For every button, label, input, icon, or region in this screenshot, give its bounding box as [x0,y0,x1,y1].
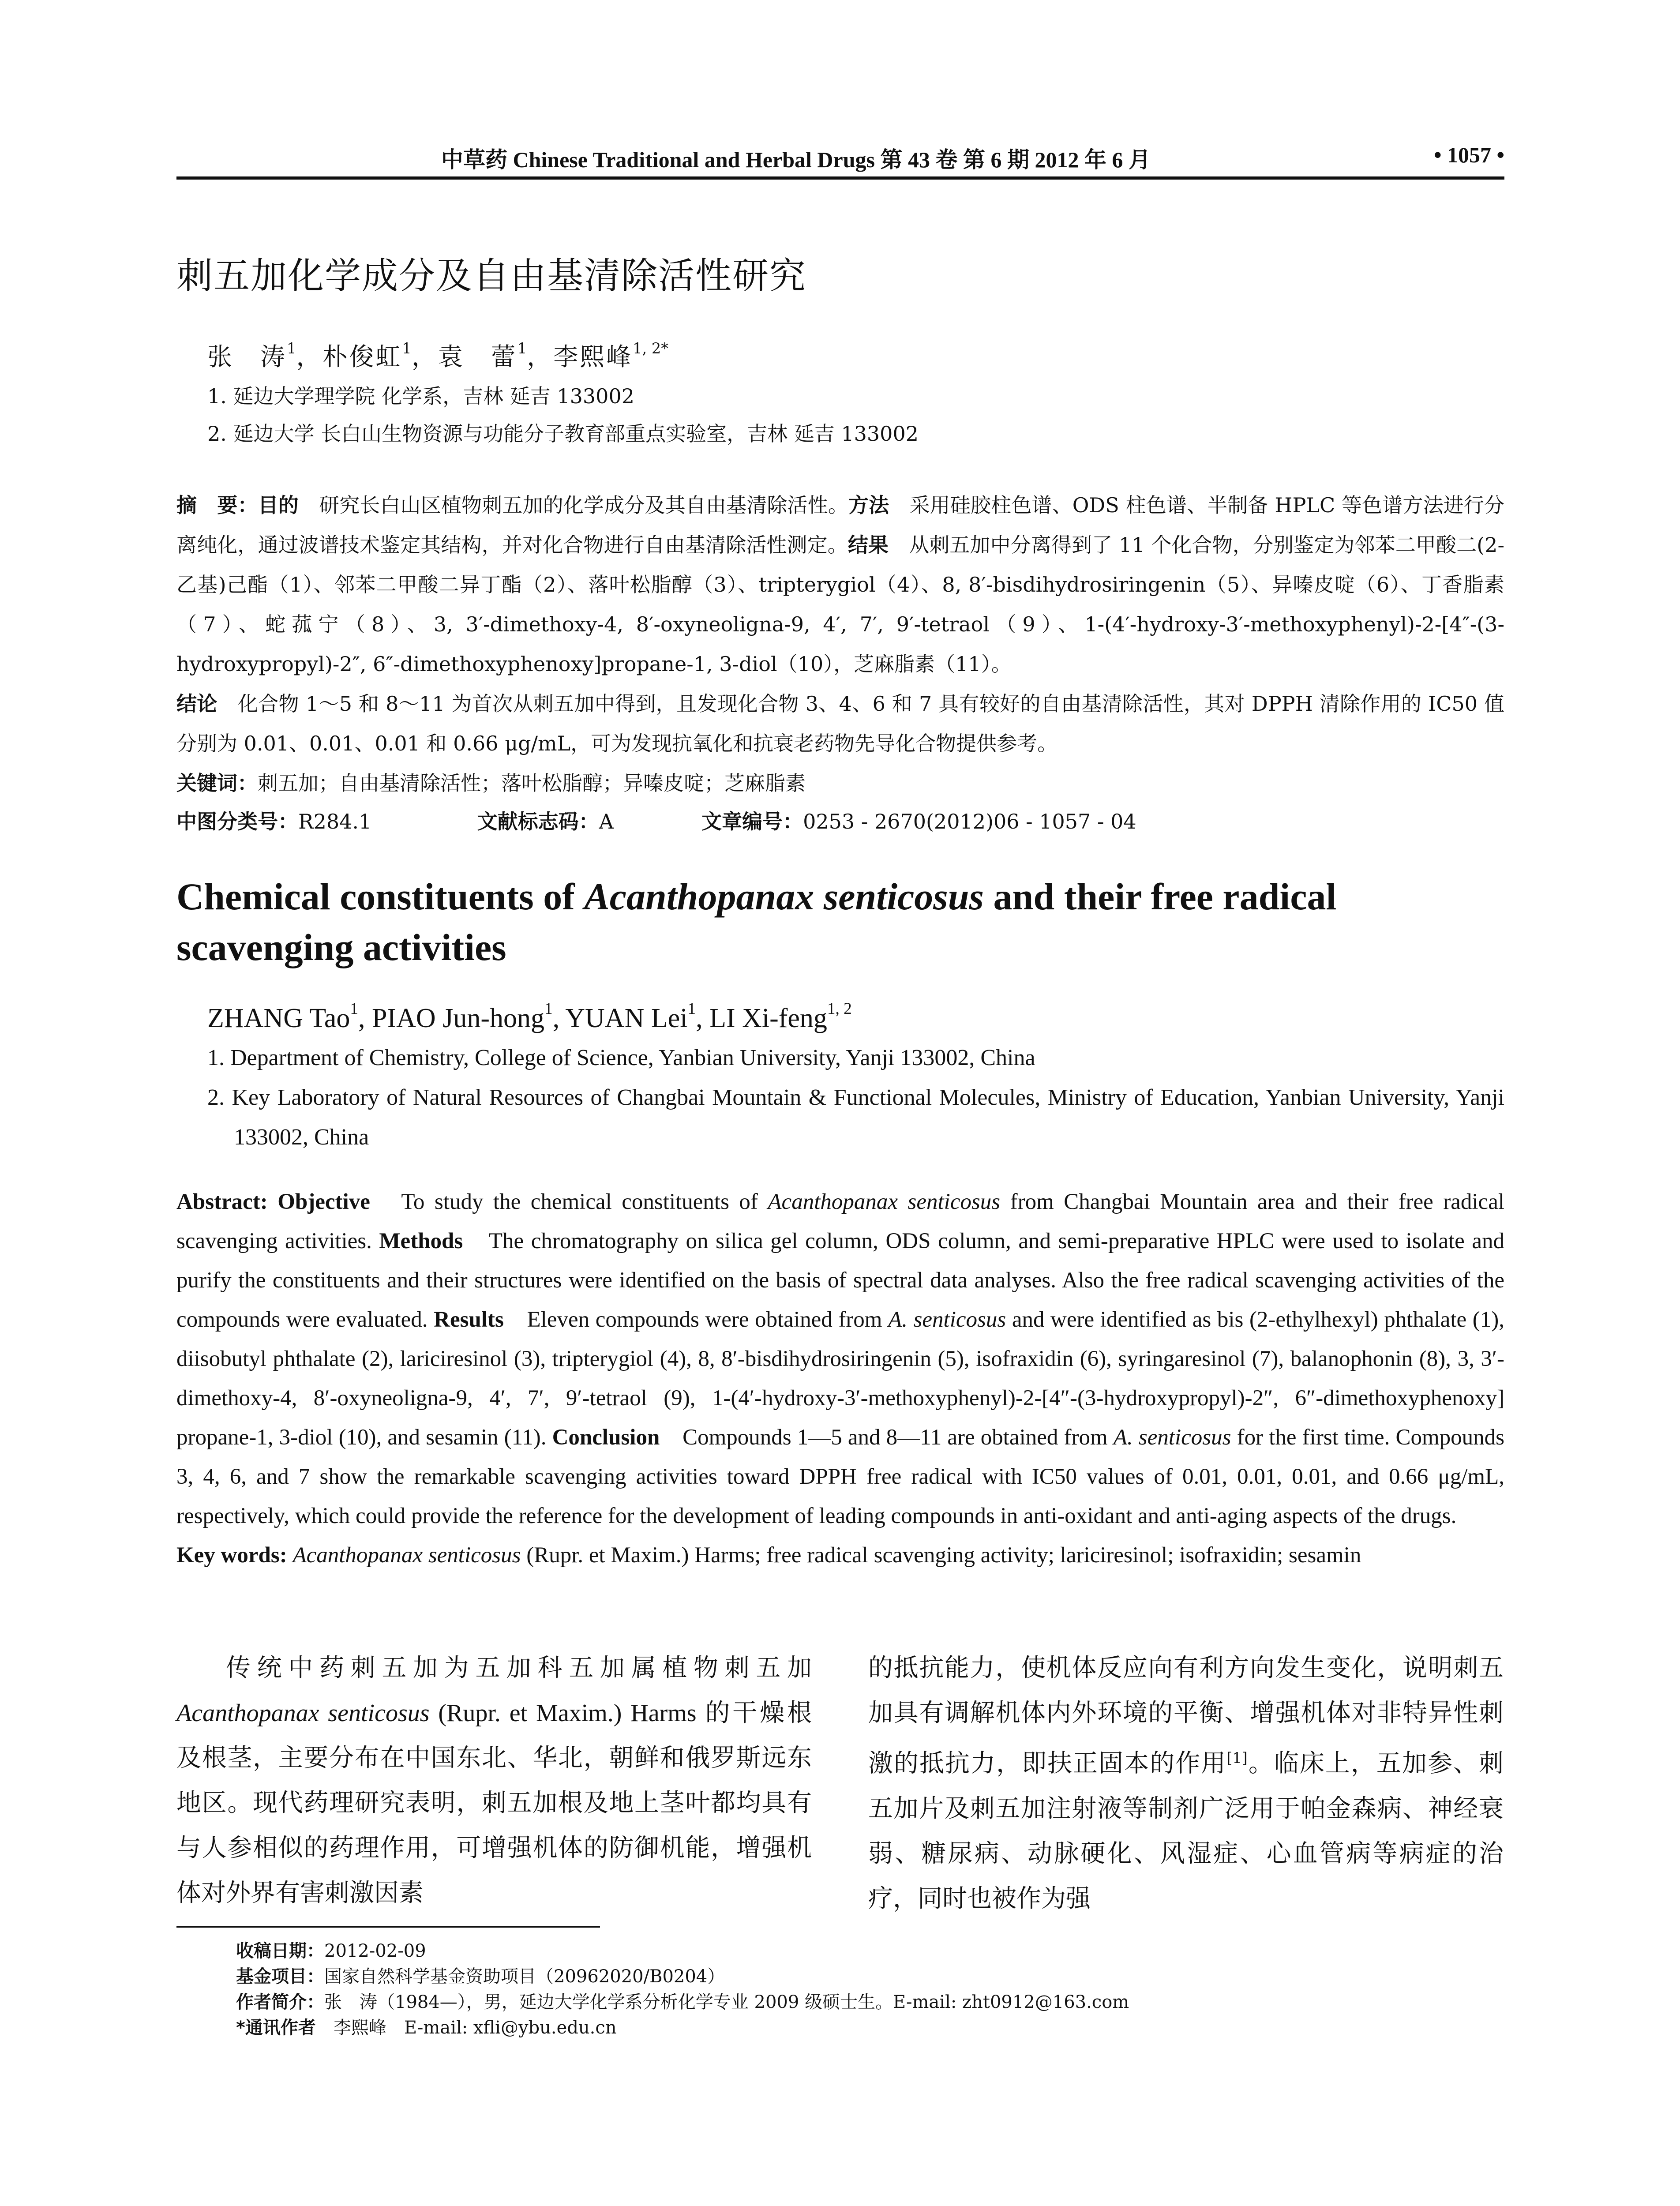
classification-line: 中图分类号：R284.1 文献标志码：A 文章编号：0253 - 2670(2012)06 - 1057 - 04 [176,810,1136,833]
page-number: • 1057 • [1433,143,1504,167]
english-keywords-label: Key words: [176,1543,293,1568]
english-keywords: (Rupr. et Maxim.) Harms; free radical scavenging activity; lariciresinol; isofraxidin; sesamin [521,1543,1361,1568]
english-affiliation-2: 2. Key Laboratory of Natural Resources of Changbai Mountain & Functional Molecules, Ministry of Education, Yanbian University, Yanji 133002, China [207,1085,1504,1150]
body-column-left: 传统中药刺五加为五加科五加属植物刺五加 Acanthopanax senticosus (Rupr. et Maxim.) Harms 的干燥根及根茎，主要分布在中国东北、华北，朝鲜和俄罗斯远东地区。现代药理研究表明，刺五加根及地上茎叶都均具有与人参相似的药理作用，可增强机体的防御机能，增强机体对外界有害刺激因素 [176,1654,812,1907]
chinese-title: 刺五加化学成分及自由基清除活性研究 [176,255,807,297]
english-affiliation-1: 1. Department of Chemistry, College of Science, Yanbian University, Yanji 133002, China [207,1045,1035,1070]
chinese-affiliation-1: 1. 延边大学理学院 化学系，吉林 延吉 133002 [207,384,634,408]
keywords-label: 关键词： [176,771,258,795]
body-column-right: 的抵抗能力，使机体反应向有利方向发生变化，说明刺五加具有调解机体内外环境的平衡、增强机体对非特异性刺激的抵抗力，即扶正固本的作用[1]。临床上，五加参、刺五加片及刺五加注射液等制剂广泛用于帕金森病、神经衰弱、糖尿病、动脉硬化、风湿症、心血管病等病症的治疗，同时也被作为强 [868,1654,1504,1913]
footnote-corresponding: *通讯作者 李熙峰 E-mail: xfli@ybu.edu.cn [236,2018,617,2038]
chinese-affiliation-2: 2. 延边大学 长白山生物资源与功能分子教育部重点实验室，吉林 延吉 133002 [207,422,919,446]
header-rule [176,176,1504,180]
english-title: Chemical constituents of Acanthopanax senticosus and their free radical scavenging activities [176,875,1337,968]
english-authors: ZHANG Tao$^1$, PIAO Jun-hong$^1$, YUAN Lei$^1$, LI Xi-feng$^{1, 2}$ [207,1000,852,1033]
footnote-fund: 基金项目：国家自然科学基金资助项目（20962020/B0204） [236,1966,725,1987]
chinese-authors: 张 涛$^1$，朴俊虹$^1$，袁 蕾$^1$，李熙峰$^{1, 2*}$ [207,340,668,371]
english-abstract: Abstract: Objective To study the chemical constituents of Acanthopanax senticosus from Changbai Mountain area and their free radical scavenging activities. Methods The chromatography on silica gel column, ODS column, and semi-preparative HPLC were used to isolate and purify the constituents and their structures were identified on the basis of spectral data analyses. Also the free radical scavenging activities of the compounds were evaluated. Results Eleven compounds were obtained from A. senticosus and were identified as bis (2-ethylhexyl) phthalate (1), diisobutyl phthalate (2), lariciresinol (3), tripterygiol (4), 8, 8′-bisdihydrosiringenin (5), isofraxidin (6), syringaresinol (7), balanophonin (8), 3, 3′-dimethoxy-4, 8′-oxyneoligna-9, 4′, 7′, 9′-tetraol (9), 1-(4′-hydroxy-3′-methoxyphenyl)-2-[4″-(3-hydroxypropyl)-2″, 6″-dimethoxyphenoxy] propane-1, 3-diol (10), and sesamin (11). Conclusion Compounds 1—5 and 8—11 are obtained from A. senticosus for the first time. Compounds 3, 4, 6, and 7 show the remarkable scavenging activities toward DPPH free radical with IC50 values of 0.01, 0.01, 0.01, and 0.66 μg/mL, respectively, which could provide the reference for the development of leading compounds in anti-oxidant and anti-aging aspects of the drugs. Key words: Acanthopanax senticosus (Rupr. et Maxim.) Harms; free radical scavenging activity; lariciresinol; isofraxidin; sesamin [176,1189,1505,1568]
citation-ref: [1] [1226,1749,1248,1767]
footnote-author: 作者简介：张 涛（1984—），男，延边大学化学系分析化学专业 2009 级硕士生。E-mail: zht0912@163.com [236,1992,1129,2012]
footnote-received: 收稿日期：2012-02-09 [236,1941,426,1961]
footnote-rule [176,1926,600,1928]
journal-info: 中草药 Chinese Traditional and Herbal Drugs 第 43 卷 第 6 期 2012 年 6 月 [441,147,1151,172]
abstract-label: 摘 要： [176,493,258,517]
chinese-keywords: 刺五加；自由基清除活性；落叶松脂醇；异嗪皮啶；芝麻脂素 [258,771,806,795]
chinese-abstract: 摘 要：目的 研究长白山区植物刺五加的化学成分及其自由基清除活性。方法 采用硅胶柱色谱、ODS 柱色谱、半制备 HPLC 等色谱方法进行分离纯化，通过波谱技术鉴定其结构，并对化合物进行自由基清除活性测定。结果 从刺五加中分离得到了 11 个化合物，分别鉴定为邻苯二甲酸二(2-乙基)己酯（1）、邻苯二甲酸二异丁酯（2）、落叶松脂醇（3）、tripterygiol（4）、8, 8′-bisdihydrosiringenin（5）、异嗪皮啶（6）、丁香脂素（7）、蛇菰宁（8）、3, 3′-dimethoxy-4, 8′-oxyneoligna-9, 4′, 7′, 9′-tetraol（9）、1-(4′-hydroxy-3′-methoxyphenyl)-2-[4″-(3-hydroxypropyl)-2″, 6″-dimethoxyphenoxy]propane-1, 3-diol（10），芝麻脂素（11）。 结论 化合物 1～5 和 8～11 为首次从刺五加中得到，且发现化合物 3、4、6 和 7 具有较好的自由基清除活性，其对 DPPH 清除作用的 IC50 值分别为 0.01、0.01、0.01 和 0.66 μg/mL，可为发现抗氧化和抗衰老药物先导化合物提供参考。 关键词：刺五加；自由基清除活性；落叶松脂醇；异嗪皮啶；芝麻脂素 [176,493,1505,795]
running-header [176,142,1504,177]
